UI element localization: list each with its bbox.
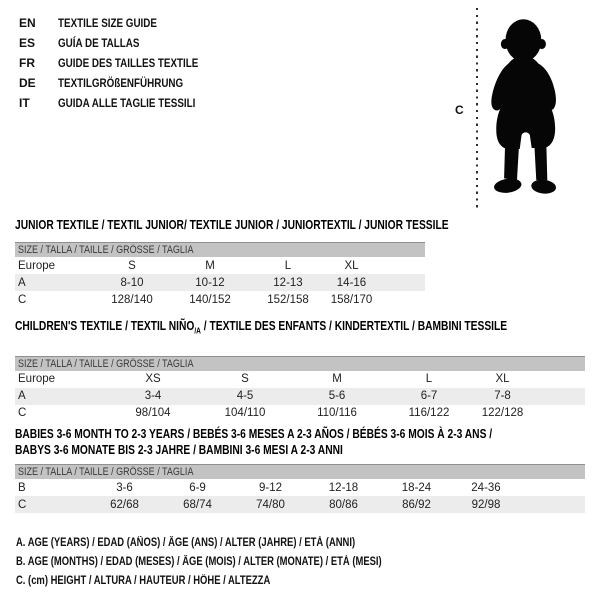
height-measure-dotted-line <box>476 8 478 210</box>
language-title: TEXTILE SIZE GUIDE <box>58 16 157 30</box>
size-cell: S <box>241 373 249 385</box>
table-title-text: BABIES 3-6 MONTH TO 2-3 YEARS / BEBÉS 3-6 MESES A 2-3 AÑOS / BÉBÉS 3-6 MOIS À 2-3 ANS / <box>15 427 493 441</box>
table-row <box>15 257 425 274</box>
row-label: A <box>18 276 26 289</box>
size-cell: 6-9 <box>189 481 206 494</box>
size-cell: 62/68 <box>110 498 139 511</box>
table-title-text: /A <box>194 326 201 336</box>
size-table <box>15 242 425 308</box>
language-header <box>19 13 229 113</box>
size-cell: M <box>205 259 215 272</box>
size-cell: 74/80 <box>256 498 285 511</box>
size-cell: 9-12 <box>258 481 283 494</box>
size-cell: 6-7 <box>420 390 438 402</box>
size-table-grid <box>15 257 425 308</box>
size-cell: 18-24 <box>401 481 432 494</box>
language-title: GUIDE DES TAILLES TEXTILE <box>58 56 199 70</box>
row-label: B <box>18 481 26 494</box>
size-cell: 8-10 <box>120 276 144 289</box>
language-code: FR <box>19 56 35 70</box>
table-row <box>15 479 585 496</box>
size-cell: L <box>425 373 433 385</box>
table-title-line <box>15 217 449 233</box>
table-title-line <box>15 426 492 442</box>
footnotes <box>16 533 600 591</box>
spacer-cell <box>530 371 585 388</box>
language-code: ES <box>19 36 36 50</box>
footnote-line: B. AGE (MONTHS) / EDAD (MESES) / ÂGE (MOIS) / ALTER (MONATE) / ETÀ (MESI) <box>16 556 382 569</box>
table-title <box>15 318 593 340</box>
footnote-line: C. (cm) HEIGHT / ALTURA / HAUTEUR / HÖHE / ALTEZZA <box>16 575 271 588</box>
size-cell: 10-12 <box>195 276 225 289</box>
table-body <box>15 479 585 513</box>
size-cell: M <box>332 373 342 385</box>
spacer-cell <box>519 496 585 513</box>
size-cell: 122/128 <box>481 407 524 419</box>
size-cell: XL <box>344 259 359 272</box>
size-cell: 128/140 <box>111 293 153 306</box>
table-body <box>15 371 585 422</box>
table-row <box>15 405 585 422</box>
size-cell: 68/74 <box>183 498 212 511</box>
table-title <box>15 426 593 458</box>
size-cell: 86/92 <box>402 498 431 511</box>
table-title-text: BABYS 3-6 MONATE BIS 2-3 JAHRE / BAMBINI 3-6 MESI A 2-3 ANNI <box>15 443 343 457</box>
table-row <box>15 291 425 308</box>
spacer-cell <box>376 257 425 274</box>
language-title: GUÍA DE TALLAS <box>58 36 140 50</box>
size-cell: 98/104 <box>135 407 171 419</box>
table-title-text: JUNIOR TEXTILE / TEXTIL JUNIOR/ TEXTILE JUNIOR / JUNIORTEXTIL / JUNIOR TESSILE <box>15 218 449 232</box>
size-cell: 116/122 <box>408 407 450 419</box>
footnote-line: A. AGE (YEARS) / EDAD (AÑOS) / ÂGE (ANS) / ALTER (JAHRE) / ETÀ (ANNI) <box>16 537 356 549</box>
row-label: A <box>18 390 26 402</box>
row-label: C <box>18 407 27 419</box>
junior-size-section <box>15 217 593 308</box>
size-header-label: SIZE / TALLA / TAILLE / GRÖSSE / TAGLIA <box>18 466 194 478</box>
table-body <box>15 257 425 308</box>
spacer-cell <box>376 274 425 291</box>
size-header-bar <box>15 464 585 479</box>
language-row <box>19 93 229 113</box>
size-header-label: SIZE / TALLA / TAILLE / GRÖSSE / TAGLIA <box>18 244 194 256</box>
size-cell: 104/110 <box>224 407 266 419</box>
row-label: C <box>18 293 27 306</box>
size-header-bar <box>15 356 585 371</box>
language-code: DE <box>19 76 36 90</box>
table-row <box>15 371 585 388</box>
size-header-label: SIZE / TALLA / TAILLE / GRÖSSE / TAGLIA <box>18 357 194 370</box>
size-cell: 7-8 <box>494 390 511 402</box>
language-row <box>19 73 229 93</box>
size-cell: 110/116 <box>317 407 357 419</box>
spacer-cell <box>530 388 585 405</box>
size-cell: 5-6 <box>328 390 346 402</box>
size-table <box>15 464 585 513</box>
table-row <box>15 496 585 513</box>
language-row <box>19 13 229 33</box>
size-cell: 12-18 <box>328 481 359 494</box>
size-cell: 152/158 <box>267 293 309 306</box>
table-title-line <box>15 442 343 458</box>
language-row <box>19 53 229 73</box>
language-code: EN <box>19 16 36 30</box>
size-cell: 24-36 <box>471 481 501 494</box>
size-cell: 14-16 <box>336 276 367 289</box>
size-table <box>15 356 585 422</box>
size-cell: 12-13 <box>273 276 303 289</box>
table-title-text: CHILDREN'S TEXTILE / TEXTIL NIÑO <box>15 319 195 333</box>
size-cell: 92/98 <box>471 498 501 511</box>
height-measure-label: C <box>455 103 464 117</box>
table-row <box>15 388 585 405</box>
size-header-bar <box>15 242 425 257</box>
row-label: C <box>18 498 27 511</box>
table-row <box>15 274 425 291</box>
spacer-cell <box>376 291 425 308</box>
row-label: Europe <box>18 373 56 385</box>
size-cell: 3-6 <box>116 481 133 494</box>
size-cell: S <box>128 259 136 272</box>
table-title <box>15 217 593 233</box>
size-cell: 80/86 <box>329 498 358 511</box>
size-cell: 140/152 <box>189 293 231 306</box>
size-table-grid <box>15 479 585 513</box>
children-size-section <box>15 318 593 422</box>
size-cell: L <box>284 259 292 272</box>
language-code: IT <box>19 96 30 110</box>
table-title-line <box>15 318 507 340</box>
table-title-text: / TEXTILE DES ENFANTS / KINDERTEXTIL / BAMBINI TESSILE <box>200 319 508 333</box>
babies-size-section <box>15 426 593 513</box>
size-cell: XL <box>495 373 510 385</box>
spacer-cell <box>519 479 585 496</box>
size-cell: XS <box>145 373 161 385</box>
row-label: Europe <box>18 259 56 272</box>
size-cell: 3-4 <box>144 390 162 402</box>
language-title: GUIDA ALLE TAGLIE TESSILI <box>58 96 196 110</box>
size-cell: 4-5 <box>236 390 254 402</box>
baby-silhouette-icon <box>482 9 574 207</box>
spacer-cell <box>530 405 585 422</box>
size-cell: 158/170 <box>330 293 373 306</box>
language-row <box>19 33 229 53</box>
language-title: TEXTILGRÖßENFÜHRUNG <box>58 76 184 90</box>
size-table-grid <box>15 371 585 422</box>
